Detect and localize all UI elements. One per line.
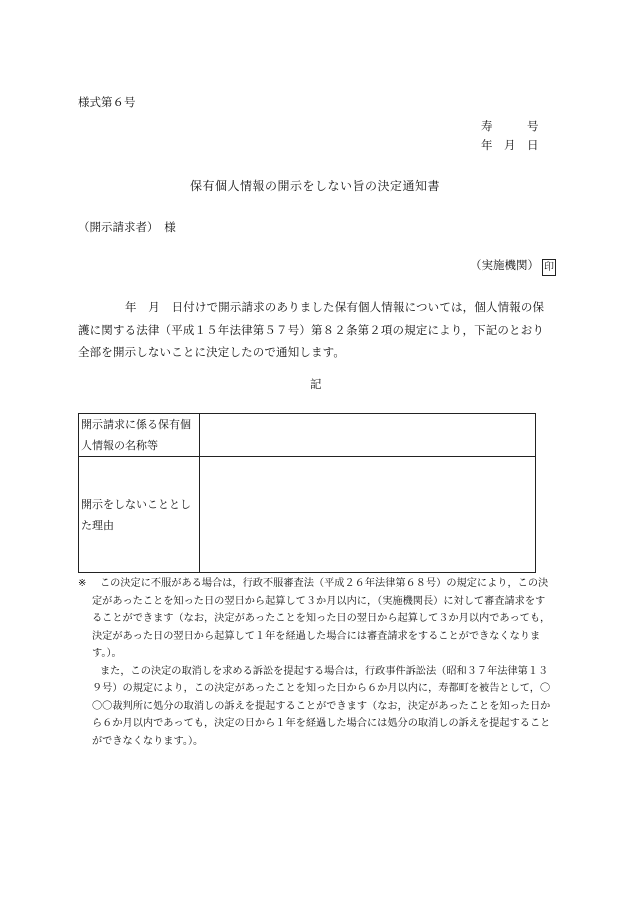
notes-section bbox=[78, 575, 554, 750]
note-row bbox=[78, 575, 554, 750]
note-paragraph-lawsuit: また，この決定の取消しを求める訴訟を提起する場合は，行政事件訴訟法（昭和３７年法律第１３９号）の規定により，この決定があったことを知った日から６か月以内に，寿都町を被告として，〇〇〇裁判所に処分の取消しの訴えを提起することができます（なお，決定があったことを知った日から６か月以内であっても，決定の日から１年を経過した場合には処分の取消しの訴えを提起することができなくなります。）。 bbox=[92, 665, 551, 747]
table-label-reason: 開示をしないこととした理由 bbox=[79, 457, 200, 573]
note-paragraph-appeal: この決定に不服がある場合は，行政不服審査法（平成２６年法律第６８号）の規定により，この決定があったことを知った日の翌日から起算して３か月以内に，（実施機関長）に対して審査請求をすることができます（なお，決定があったことを知った日の翌日から起算して３か月以内であっても，決定があった日の翌日から起算して１年を経過した場合には審査請求をすることができなくなります。）。 bbox=[92, 578, 551, 659]
document-number: 寿 号 bbox=[481, 119, 539, 133]
body-paragraph: 年 月 日付けで開示請求のありました保有個人情報については，個人情報の保護に関する法律（平成１５年法律第５７号）第８２条第２項の規定により，下記のとおり全部を開示しないことに決定したので通知します。 bbox=[78, 300, 545, 359]
table-value-info-name bbox=[200, 414, 536, 457]
table-row bbox=[79, 457, 536, 573]
table-row bbox=[79, 414, 536, 457]
form-number: 様式第６号 bbox=[78, 95, 136, 109]
ki-heading: 記 bbox=[310, 377, 322, 391]
seal-mark: 印 bbox=[542, 259, 556, 276]
note-mark: ※ bbox=[78, 578, 87, 589]
document-title: 保有個人情報の開示をしない旨の決定通知書 bbox=[190, 179, 441, 193]
table-label-info-name: 開示請求に係る保有個人情報の名称等 bbox=[79, 414, 200, 457]
issuer-label: （実施機関） bbox=[470, 258, 539, 272]
date-line: 年 月 日 bbox=[481, 138, 539, 152]
detail-table bbox=[78, 413, 536, 573]
recipient-line: （開示請求者） 様 bbox=[78, 220, 176, 234]
issuer-line bbox=[470, 259, 556, 276]
table-value-reason bbox=[200, 457, 536, 573]
note-text bbox=[92, 575, 554, 750]
